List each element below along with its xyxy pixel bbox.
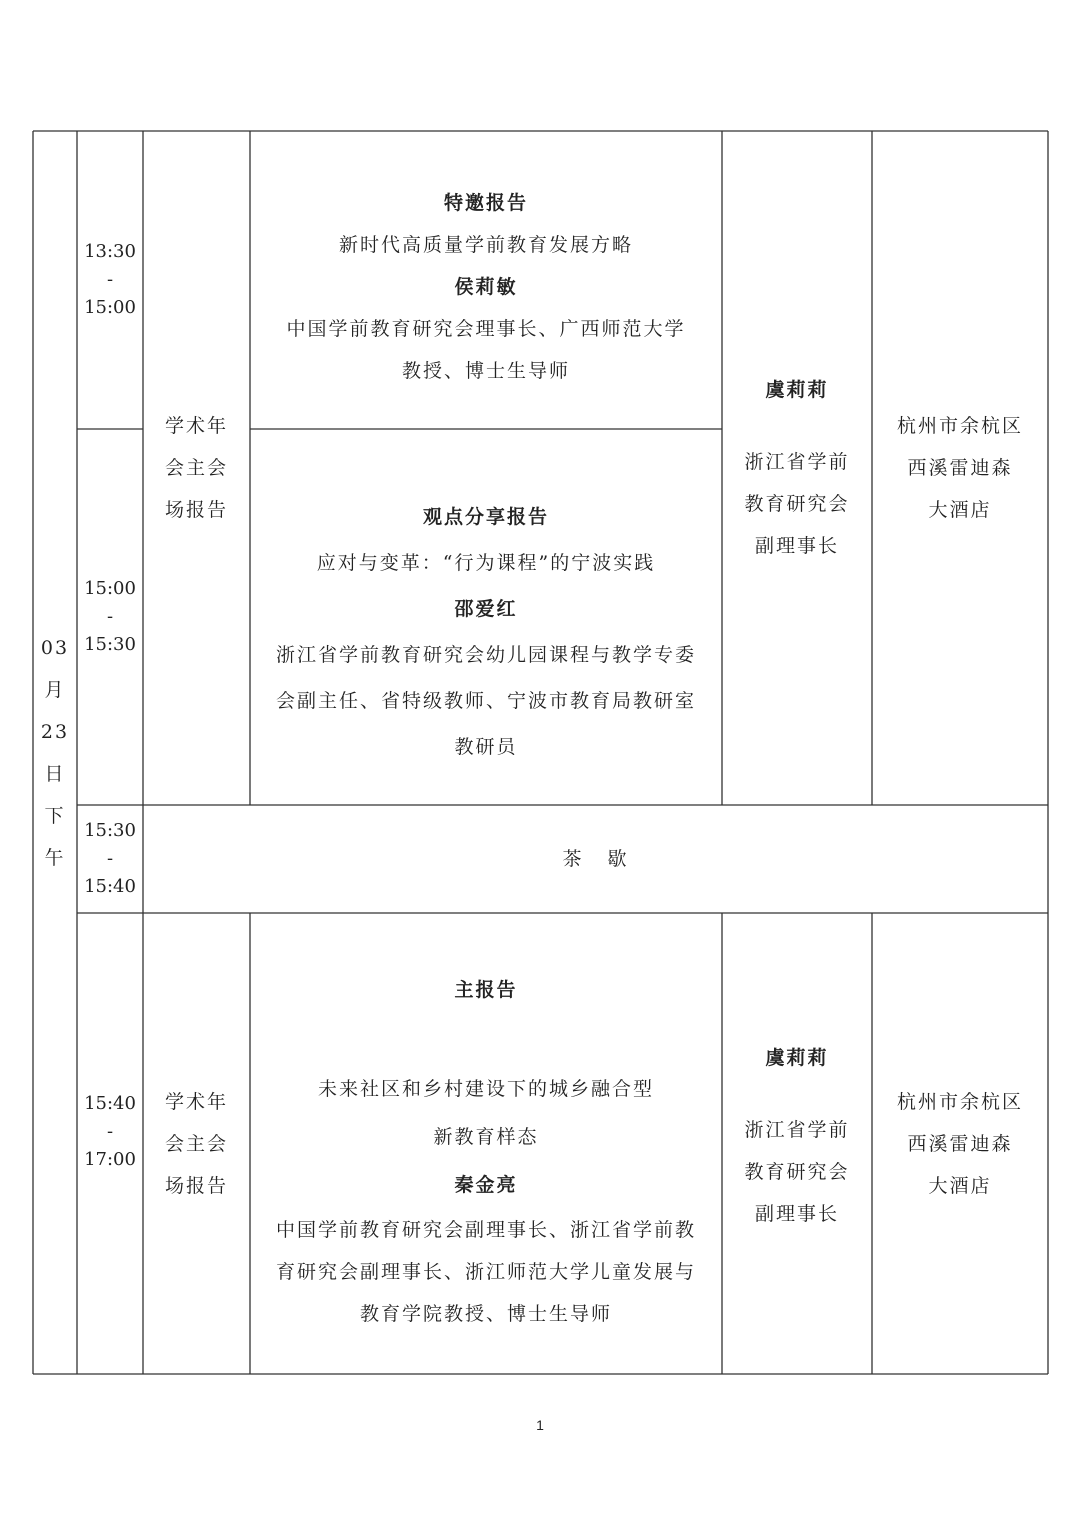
report-topic: 新教育样态 xyxy=(433,1126,539,1148)
host-name: 虞莉莉 xyxy=(765,379,829,401)
venue-line: 大酒店 xyxy=(928,499,992,521)
speaker-title-line: 会副主任、省特级教师、宁波市教育局教研室 xyxy=(275,690,696,712)
time-end: 15:30 xyxy=(84,634,136,655)
tea-break-cell xyxy=(143,805,1048,913)
time-dash: - xyxy=(106,848,114,869)
time-dash: - xyxy=(106,1120,114,1142)
host-title-line: 教育研究会 xyxy=(744,493,850,515)
date-line: 午 xyxy=(44,846,66,869)
report-topic: 应对与变革：“行为课程”的宁波实践 xyxy=(316,552,656,574)
report-title: 主报告 xyxy=(454,979,518,1001)
time-start: 15:40 xyxy=(84,1092,136,1114)
report-cell-row2 xyxy=(250,429,722,805)
time-end: 17:00 xyxy=(84,1148,136,1170)
session-type-line: 学术年 xyxy=(164,415,228,437)
report-title: 观点分享报告 xyxy=(422,506,549,528)
venue-line: 大酒店 xyxy=(928,1174,992,1197)
date-line: 日 xyxy=(44,762,66,785)
time-dash: - xyxy=(106,606,114,627)
speaker-title-line: 教育学院教授、博士生导师 xyxy=(359,1303,612,1325)
time-cell-row3 xyxy=(77,913,143,1374)
speaker-name: 秦金亮 xyxy=(454,1174,518,1196)
date-line: 月 xyxy=(44,678,66,701)
speaker-title-line: 中国学前教育研究会理事长、广西师范大学 xyxy=(286,318,686,340)
report-cell-row1 xyxy=(250,131,722,429)
date-line: 下 xyxy=(44,804,66,827)
speaker-title-line: 浙江省学前教育研究会幼儿园课程与教学专委 xyxy=(275,644,696,666)
host-title-line: 副理事长 xyxy=(754,1203,839,1225)
date-cell xyxy=(33,131,77,1374)
date-line: 23 xyxy=(40,720,70,743)
host-title-line: 教育研究会 xyxy=(744,1161,850,1183)
report-cell-row3 xyxy=(250,913,722,1374)
session-type-line: 场报告 xyxy=(164,1174,228,1197)
host-title-line: 浙江省学前 xyxy=(744,1119,850,1141)
speaker-title-line: 教研员 xyxy=(454,736,518,758)
venue-line: 杭州市余杭区 xyxy=(896,415,1023,437)
venue-line: 西溪雷迪森 xyxy=(907,1132,1013,1155)
time-end: 15:00 xyxy=(84,297,136,318)
host-title-line: 浙江省学前 xyxy=(744,451,850,473)
speaker-name: 侯莉敏 xyxy=(454,276,518,298)
venue-line: 杭州市余杭区 xyxy=(896,1090,1023,1113)
host-cell-b xyxy=(722,913,872,1374)
session-type-cell-b xyxy=(143,913,250,1374)
time-start: 15:30 xyxy=(84,820,136,841)
speaker-title-line: 中国学前教育研究会副理事长、浙江省学前教 xyxy=(275,1219,696,1241)
time-start: 13:30 xyxy=(84,241,136,262)
report-topic: 新时代高质量学前教育发展方略 xyxy=(338,234,633,256)
venue-cell-a xyxy=(872,131,1048,805)
host-cell-a xyxy=(722,131,872,805)
tea-break-label: 茶 歇 xyxy=(562,848,629,870)
time-cell-break xyxy=(77,805,143,913)
date-line: 03 xyxy=(40,636,70,659)
page-number: 1 xyxy=(536,1417,544,1433)
speaker-name: 邵爱红 xyxy=(454,598,518,620)
session-type-line: 会主会 xyxy=(164,457,228,479)
report-title: 特邀报告 xyxy=(443,192,528,214)
report-topic: 未来社区和乡村建设下的城乡融合型 xyxy=(317,1078,654,1100)
venue-line: 西溪雷迪森 xyxy=(907,457,1013,479)
session-type-cell-a xyxy=(143,131,250,805)
host-title-line: 副理事长 xyxy=(754,535,839,557)
time-start: 15:00 xyxy=(84,578,136,599)
venue-cell-b xyxy=(872,913,1048,1374)
speaker-title-line: 育研究会副理事长、浙江师范大学儿童发展与 xyxy=(275,1261,696,1283)
time-cell-row1 xyxy=(77,131,143,429)
time-cell-row2 xyxy=(77,429,143,805)
speaker-title-line: 教授、博士生导师 xyxy=(401,360,570,382)
time-dash: - xyxy=(106,269,114,290)
session-type-line: 会主会 xyxy=(164,1132,228,1155)
session-type-line: 学术年 xyxy=(164,1090,228,1113)
session-type-line: 场报告 xyxy=(164,499,228,521)
time-end: 15:40 xyxy=(84,876,136,897)
host-name: 虞莉莉 xyxy=(765,1047,829,1069)
